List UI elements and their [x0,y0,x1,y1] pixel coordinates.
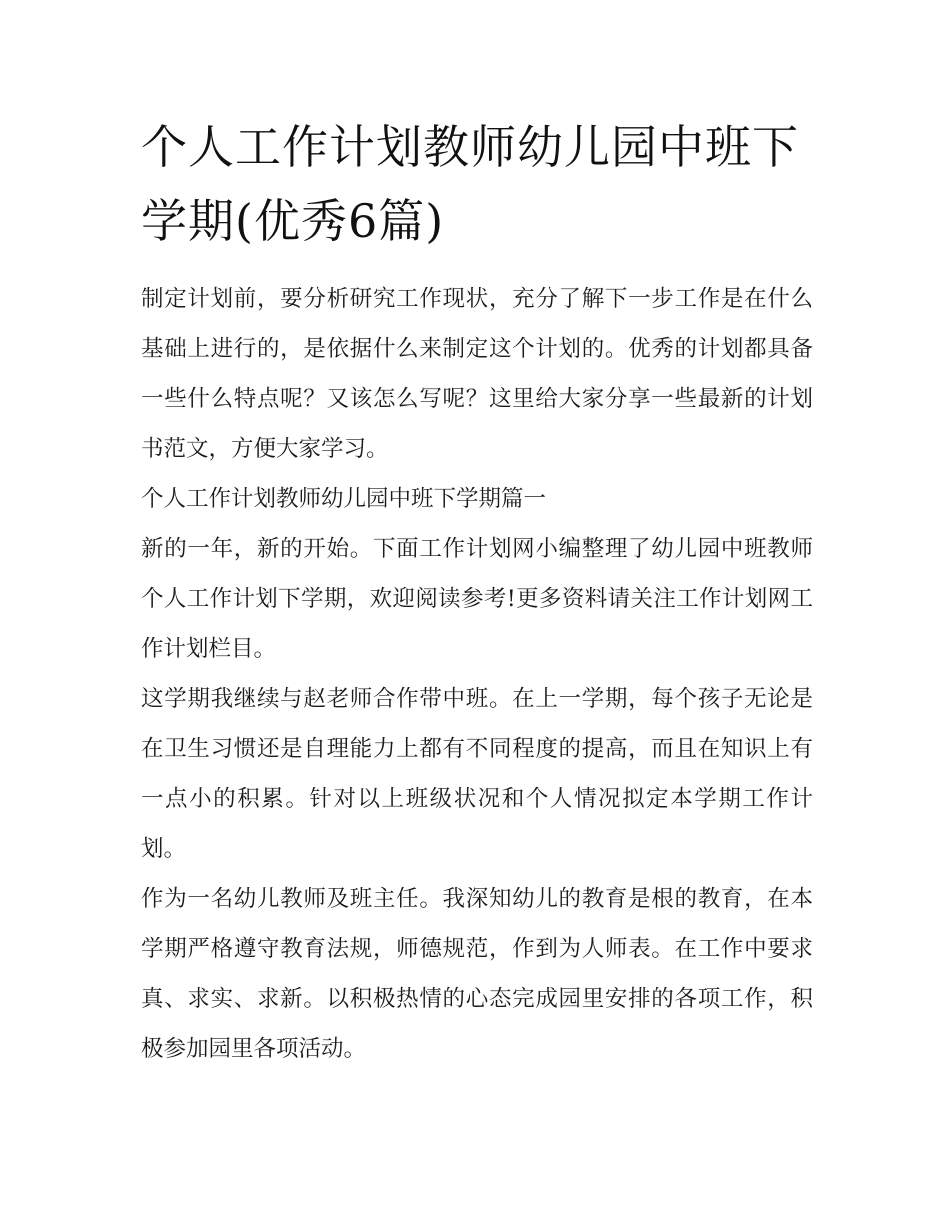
document-content [141,110,813,1074]
document-body [141,274,813,1074]
body-paragraph: 新的一年，新的开始。下面工作计划网小编整理了幼儿园中班教师个人工作计划下学期，欢迎阅读参考!更多资料请关注工作计划网工作计划栏目。 [141,536,813,662]
body-paragraph: 这学期我继续与赵老师合作带中班。在上一学期，每个孩子无论是在卫生习惯还是自理能力上都有不同程度的提高，而且在知识上有一点小的积累。针对以上班级状况和个人情况拟定本学期工作计划。 [141,686,813,862]
intro-paragraph: 制定计划前，要分析研究工作现状，充分了解下一步工作是在什么基础上进行的，是依据什么来制定这个计划的。优秀的计划都具备一些什么特点呢？又该怎么写呢？这里给大家分享一些最新的计划书范文，方便大家学习。 [141,286,813,462]
document-title: 个人工作计划教师幼儿园中班下学期(优秀6篇) [141,120,799,248]
section-heading: 个人工作计划教师幼儿园中班下学期篇一 [141,486,547,512]
body-paragraph: 作为一名幼儿教师及班主任。我深知幼儿的教育是根的教育，在本学期严格遵守教育法规，师德规范，作到为人师表。在工作中要求真、求实、求新。以积极热情的心态完成园里安排的各项工作，积极参加园里各项活动。 [141,886,813,1062]
